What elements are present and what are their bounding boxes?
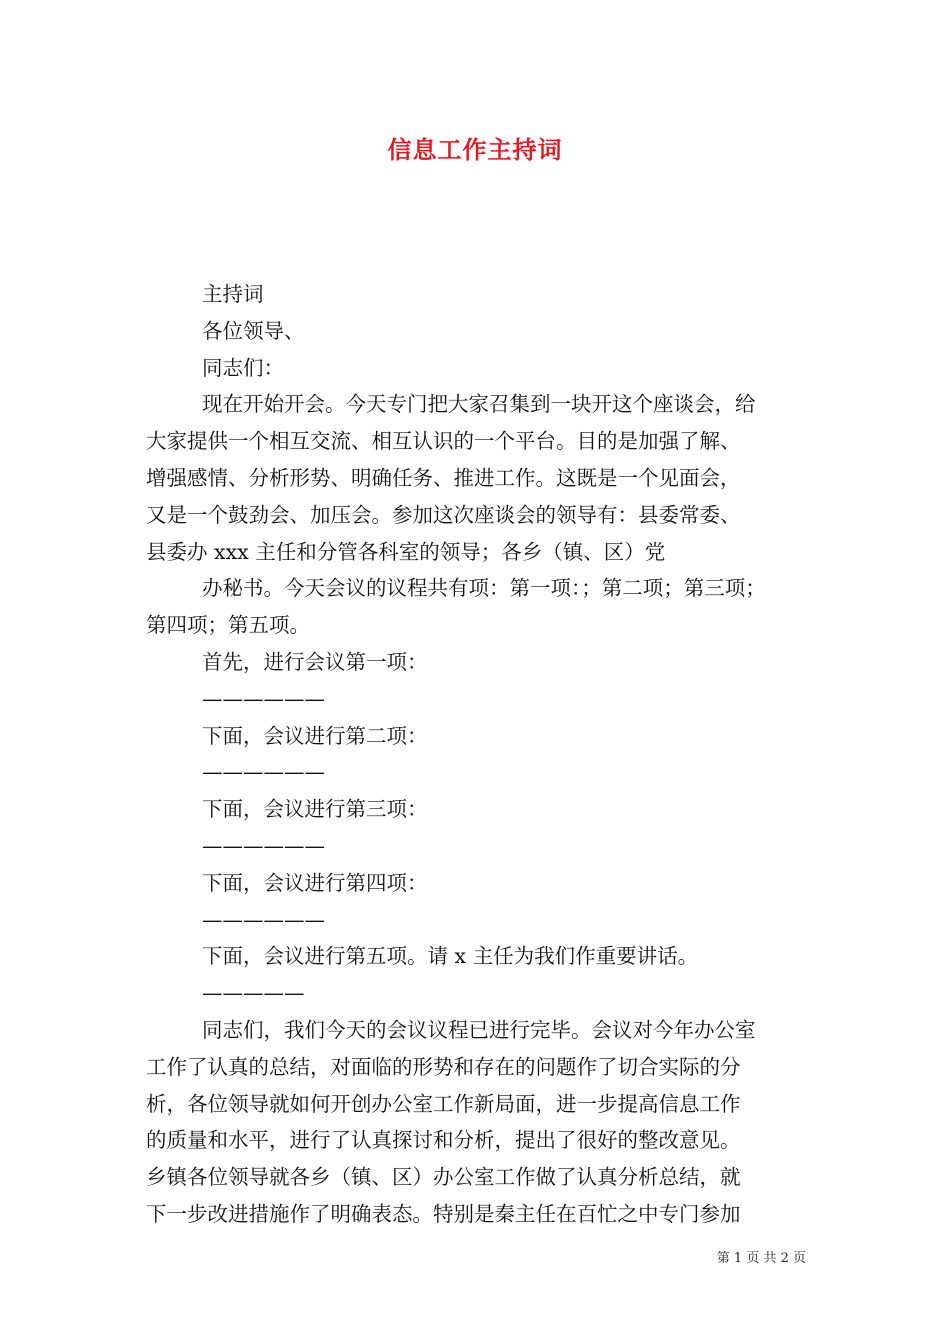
document-title: 信息工作主持词 [387, 135, 563, 164]
paragraph-line: 乡镇各位领导就各乡（镇、区）办公室工作做了认真分析总结，就 [146, 1165, 741, 1190]
dash-separator: —————— [202, 686, 325, 711]
paragraph-line: 第四项；第五项。 [146, 613, 310, 638]
paragraph-line: 同志们： [202, 355, 284, 380]
paragraph-line: 大家提供一个相互交流、相互认识的一个平台。目的是加强了解、 [146, 429, 741, 454]
paragraph-line: 工作了认真的总结，对面临的形势和存在的问题作了切合实际的分 [146, 1054, 741, 1079]
paragraph-line: 下面，会议进行第二项： [202, 723, 428, 748]
paragraph-line: 下一步改进措施作了明确表态。特别是秦主任在百忙之中专门参加 [146, 1201, 741, 1226]
page-number-footer: 第 1 页 共 2 页 [716, 1251, 806, 1266]
paragraph-line: 办秘书。今天会议的议程共有项：第一项：；第二项；第三项； [202, 576, 766, 601]
paragraph-line: 县委办 xxx 主任和分管各科室的领导；各乡（镇、区）党 [146, 539, 666, 564]
dash-separator: —————— [202, 907, 325, 932]
dash-separator: ————— [202, 981, 305, 1006]
paragraph-line: 增强感情、分析形势、明确任务、推进工作。这既是一个见面会， [146, 465, 741, 490]
paragraph-line: 主持词 [202, 282, 264, 306]
paragraph-line: 各位领导、 [202, 318, 305, 343]
dash-separator: —————— [202, 760, 325, 785]
paragraph-line: 的质量和水平，进行了认真探讨和分析，提出了很好的整改意见。 [146, 1128, 741, 1153]
paragraph-line: 下面，会议进行第四项： [202, 870, 428, 895]
paragraph-line: 下面，会议进行第五项。请 x 主任为我们作重要讲话。 [202, 944, 699, 969]
document-body [146, 276, 814, 1233]
paragraph-line: 析，各位领导就如何开创办公室工作新局面，进一步提高信息工作 [146, 1091, 741, 1116]
paragraph-line: 首先，进行会议第一项： [202, 649, 428, 674]
paragraph-line: 同志们，我们今天的会议议程已进行完毕。会议对今年办公室 [202, 1017, 756, 1042]
dash-separator: —————— [202, 833, 325, 858]
paragraph-line: 又是一个鼓劲会、加压会。参加这次座谈会的领导有：县委常委、 [146, 502, 741, 527]
paragraph-line: 下面，会议进行第三项： [202, 797, 428, 822]
paragraph-line: 现在开始开会。今天专门把大家召集到一块开这个座谈会，给 [202, 392, 756, 417]
